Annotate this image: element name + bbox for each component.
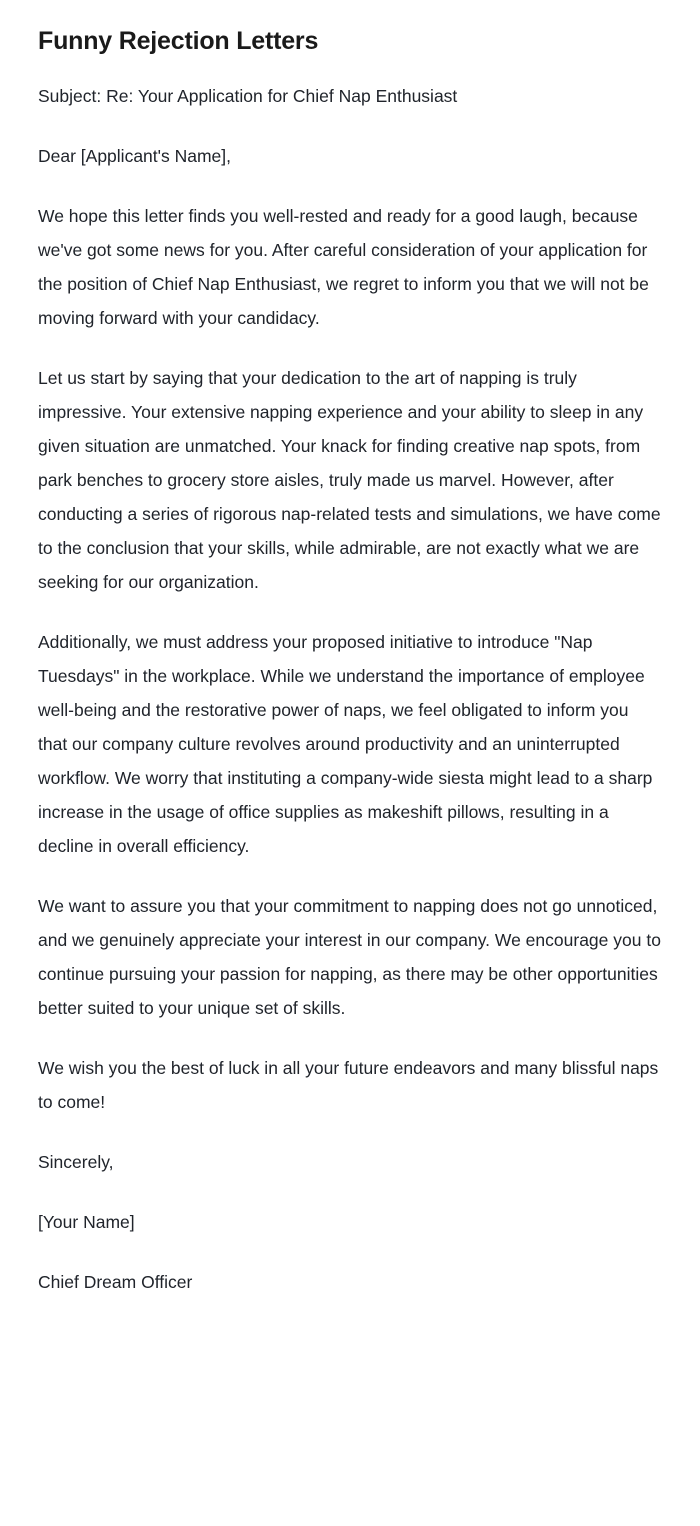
letter-paragraph-2: Let us start by saying that your dedication to the art of napping is truly impressive. Your extensive napping experience and your ability to sleep in any given situation are unmatched. Your knack for finding creative nap spots, from park benches to grocery store aisles, truly made us marvel. However, after conducting a series of rigorous nap-related tests and simulations, we have come to the conclusion that your skills, while admirable, are not exactly what we are seeking for our organization. [38, 368, 661, 593]
letter-paragraph-3: Additionally, we must address your proposed initiative to introduce "Nap Tuesdays" in the workplace. While we understand the importance of employee well-being and the restorative power of naps, we feel obligated to inform you that our company culture revolves around productivity and an uninterrupted workflow. We worry that instituting a company-wide siesta might lead to a sharp increase in the usage of office supplies as makeshift pillows, resulting in a decline in overall efficiency. [38, 632, 653, 857]
letter-signoff: Sincerely, [38, 1152, 114, 1173]
letter-sender-name: [Your Name] [38, 1212, 135, 1233]
letter-subject: Subject: Re: Your Application for Chief Nap Enthusiast [38, 86, 458, 107]
page-title: Funny Rejection Letters [38, 27, 319, 55]
letter-closing-wishes: We wish you the best of luck in all your future endeavors and many blissful naps to come! [38, 1058, 659, 1113]
letter-sender-title: Chief Dream Officer [38, 1272, 193, 1293]
letter-paragraph-4: We want to assure you that your commitment to napping does not go unnoticed, and we genuinely appreciate your interest in our company. We encourage you to continue pursuing your passion for napping, as there may be other opportunities better suited to your unique set of skills. [38, 896, 661, 1019]
letter-paragraph-1: We hope this letter finds you well-rested and ready for a good laugh, because we've got some news for you. After careful consideration of your application for the position of Chief Nap Enthusiast, we regret to inform you that we will not be moving forward with your candidacy. [38, 206, 649, 329]
letter-salutation: Dear [Applicant's Name], [38, 146, 232, 167]
